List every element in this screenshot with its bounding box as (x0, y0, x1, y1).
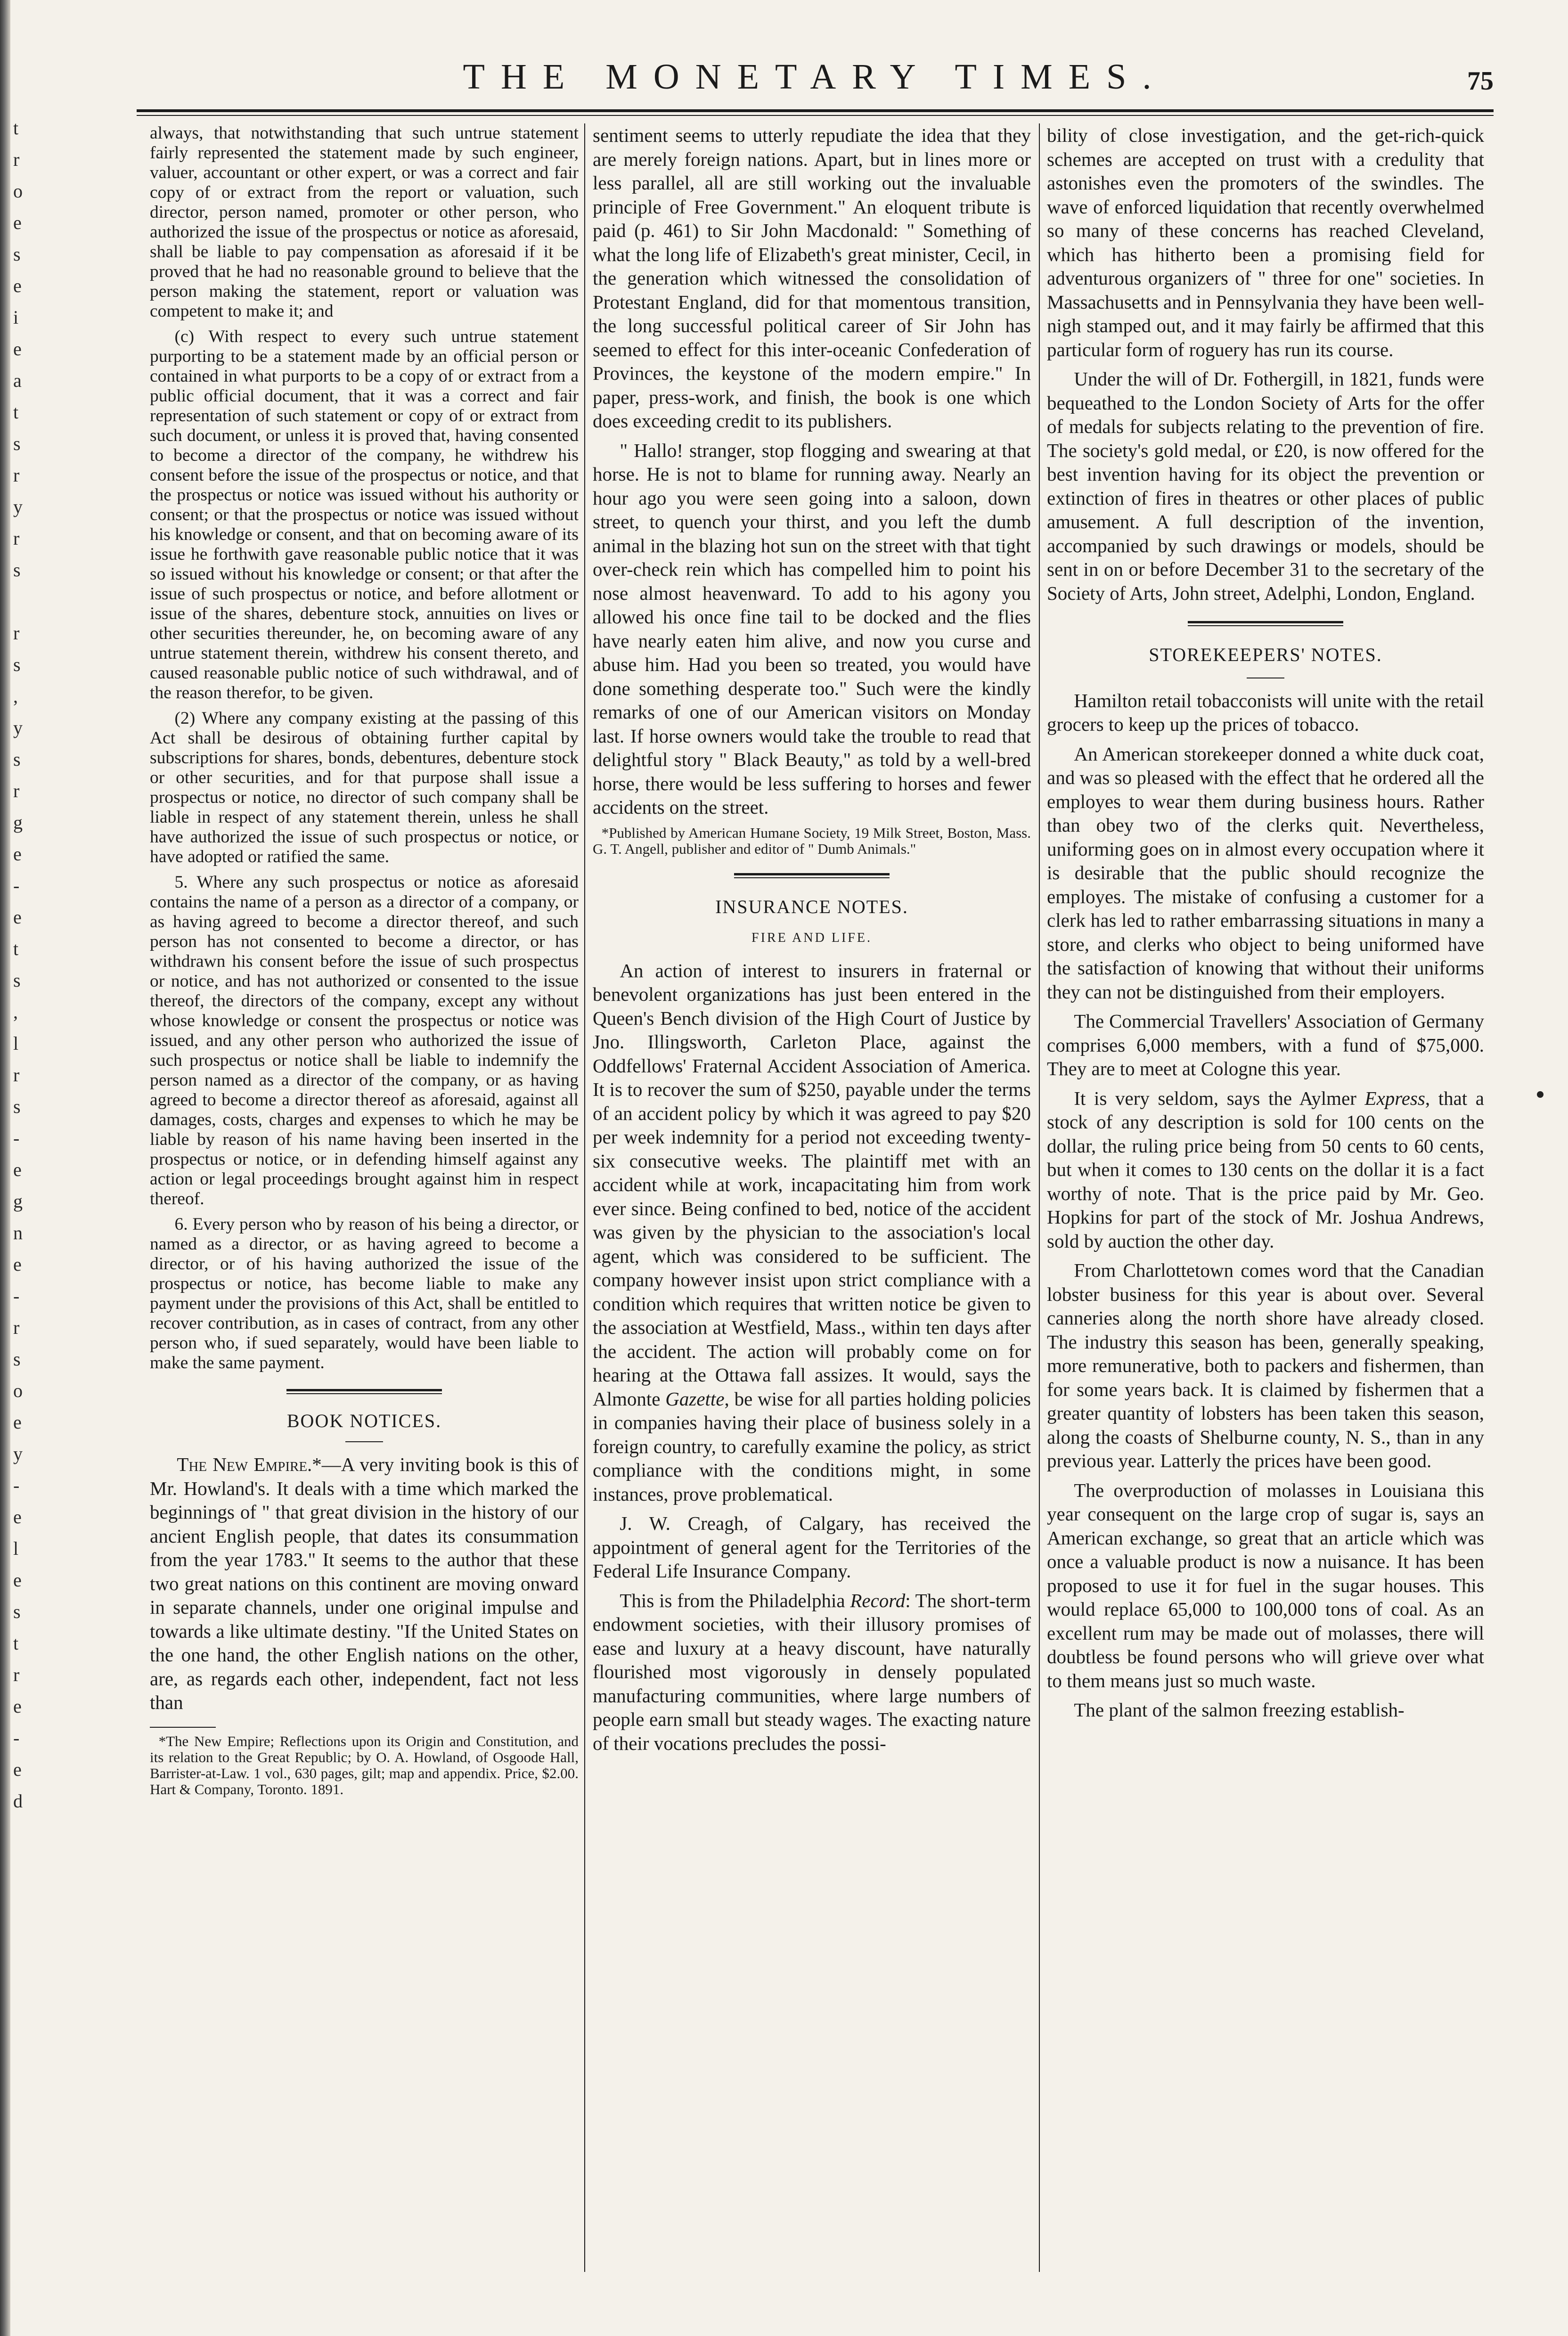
book-footnote: *The New Empire; Reflections upon its Origin and Constitution, and its relation to the Great Republic; by O. A. Howland, of Osgoode Hall, Barrister-at-Law. 1 vol., 630 pages, gilt; map and appendix. Price, $2.00. Hart & Company, Toronto. 1891. (150, 1732, 579, 1797)
margin-letter: g (13, 1191, 23, 1212)
text: It is very seldom, says the Aylmer (1074, 1087, 1365, 1109)
margin-letter: - (13, 1285, 20, 1307)
col3-paragraph: Hamilton retail tobacconists will unite with the retail grocers to keep up the prices of tobacco. (1047, 689, 1484, 735)
text: : The short-term endowment societies, with their illusory promises of ease and luxury at a heavy discount, have naturally flourished most vigorously in densely populated manufacturing communities, where large numbers of people earn small but steady wages. The exacting nature of their vocations precludes the possi- (593, 1589, 1031, 1754)
col2-paragraph (593, 1589, 1031, 1756)
margin-letter: l (13, 1538, 19, 1559)
margin-letter: e (13, 1159, 22, 1180)
margin-letter: - (13, 1127, 20, 1149)
text: , be wise for all parties holding policies in companies having their place of business solely in a foreign country, to carefully examine the policy, as strict compliance with the conditions might, in some instances, prove problematical. (593, 1388, 1031, 1505)
margin-letter: e (13, 1412, 22, 1433)
book-notice-paragraph (150, 1453, 579, 1715)
margin-letter: r (13, 622, 20, 644)
margin-letter: r (13, 1664, 20, 1685)
margin-letter (13, 591, 32, 623)
margin-letter: t (13, 1633, 19, 1654)
margin-letter: r (13, 780, 20, 801)
newspaper-name: Record (850, 1589, 906, 1611)
margin-letter: g (13, 812, 23, 833)
margin-letter: s (13, 1348, 21, 1370)
column-2 (593, 123, 1031, 2272)
margin-letter: i (13, 307, 19, 328)
column-3 (1047, 123, 1484, 2272)
col3-paragraph: The plant of the salmon freezing establish- (1074, 1699, 1405, 1721)
heading-underline (345, 1441, 383, 1442)
masthead-rule-thick (137, 109, 1494, 112)
margin-letter: , (13, 1001, 18, 1022)
margin-letter: s (13, 1096, 21, 1117)
text: This is from the Philadelphia (620, 1589, 850, 1611)
column-1 (150, 123, 579, 2272)
margin-letter: r (13, 465, 20, 486)
margin-letter: t (13, 938, 19, 959)
col3-paragraph: The overproduction of molasses in Louisiana this year consequent on the large crop of sugar is, says an American exchange, so great that an article which was once a valuable product is now a nuisance. It has been proposed to use it for fuel in the sugar houses. This would replace 65,000 to 100,000 tons of coal. As an excellent rum may be made out of molasses, there will doubtless be found persons who will grieve over what to them means just so much waste. (1047, 1479, 1484, 1691)
margin-letter: r (13, 1064, 20, 1086)
scan-binding-edge (0, 0, 10, 2336)
margin-letter: l (13, 1033, 19, 1054)
margin-letter: e (13, 275, 22, 296)
col3-paragraph: Under the will of Dr. Fothergill, in 1821, funds were bequeathed to the London Society of Arts for the offer of medals for subjects relating to the prevention of fire. The society's gold medal, or £20, is now offered for the best invention having for its object the prevention or extinction of fires in theatres or other places of public amusement. A full description of the invention, accompanied by such drawings or models, should be sent in on or before December 31 to the secretary of the Society of Arts, John street, Adelphi, London, England. (1047, 368, 1484, 604)
section-rule (1188, 621, 1343, 626)
previous-page-margin-letters (13, 118, 32, 1822)
col1-paragraph: (2) Where any company existing at the passing of this Act shall be desirous of obtaining further capital by subscriptions for shares, bonds, debentures, debenture stock or other securities, and for that purpose shall issue a prospectus or notice, no director of such company shall be liable in respect of any statement therein, unless he shall have authorized the issue of such prospectus or notice, or have adopted or ratified the same. (150, 709, 579, 866)
column-divider-2 (1039, 123, 1040, 2272)
margin-letter: e (13, 1569, 22, 1591)
margin-letter: e (13, 843, 22, 865)
margin-letter: , (13, 686, 18, 707)
col2-paragraph: J. W. Creagh, of Calgary, has received the appointment of general agent for the Territories of the Federal Life Insurance Company. (593, 1512, 1031, 1582)
col3-paragraph: An American storekeeper donned a white duck coat, and was so pleased with the effect that he ordered all the employes to wear them during business hours. Rather than obey two of the clerks quit. Nevertheless, uniforming goes on in almost every occupation where it is desirable that the public should recognize the employes. The mistake of confusing a customer for a clerk has led to rather embarrassing situations in many a store, and clerks who object to being uniformed have the satisfaction of knowing that without their uniforms they can not be distinguished from their employers. (1047, 743, 1484, 1003)
insurance-notes-heading: INSURANCE NOTES. (715, 896, 908, 917)
masthead-title: THE MONETARY TIMES. (463, 57, 1168, 97)
col3-paragraph: bility of close investigation, and the get-rich-quick schemes are accepted on trust with a credulity that astonishes even the promoters of the swindles. The wave of enforced liquidation that recently overwhelmed so many of these concerns has reached Cleveland, which has hitherto been a promising field for adventurous organizers of " three for one" societies. In Massachusetts and in Pennsylvania they have been well-nigh stamped out, and it may fairly be affirmed that this particular form of roguery has run its course. (1047, 124, 1484, 360)
humane-society-footnote: *Published by American Humane Society, 19 Milk Street, Boston, Mass. G. T. Angell, publisher and editor of " Dumb Animals." (593, 824, 1031, 857)
margin-letter: r (13, 149, 20, 170)
margin-letter: e (13, 1696, 22, 1717)
margin-letter: - (13, 1475, 20, 1496)
col1-paragraph: (c) With respect to every such untrue statement purporting to be a statement made by an official person or contained in what purports to be a copy of or extract from a public official document, that it was a correct and fair representation of such statement or copy of or extract from such document, or unless it is proved that, having consented to become a director of the company, he withdrew his consent before the issue of the prospectus or notice, and that the prospectus or notice was issued without his authority or consent; or that the prospectus or notice was issued without his knowledge or consent, and that on becoming aware of its issue he forthwith gave reasonable public notice that it was so issued without his knowledge or consent; or that after the issue of such prospectus or notice, and before allotment or issue of the shares, debenture stock, annuities on lives or other securities thereunder, he, on becoming aware of any untrue statement therein, withdrew his consent thereto, and caused reasonable public notice of such withdrawal, and of the reason therefor, to be given. (150, 327, 579, 702)
col2-paragraph: sentiment seems to utterly repudiate the idea that they are merely foreign nations. Apart, but in lines more or less parallel, all are still working out the invaluable principle of Free Government." An eloquent tribute is paid (p. 461) to Sir John Macdonald: " Something of what the long life of Elizabeth's great minister, Cecil, in the generation which witnessed the consolidation of Protestant England, did for that momentous transition, the long successful political career of Sir John has seemed to effect for this inter-oceanic Confederation of Provinces, the keystone of the modern empire." In paper, press-work, and finish, the book is one which does exceeding credit to its publishers. (593, 124, 1031, 432)
margin-letter: s (13, 970, 21, 991)
margin-letter: s (13, 1601, 21, 1622)
margin-letter: r (13, 528, 20, 549)
col2-paragraph: " Hallo! stranger, stop flogging and swearing at that horse. He is not to blame for running away. Nearly an hour ago you were seen going into a saloon, down street, to quench your thirst, and you left the dumb animal in the blazing hot sun on the street with that tight over-check rein which has compelled him to point his nose almost heavenward. To add to his agony you allowed his once fine tail to be docked and the flies have nearly eaten him alive, and now you curse and abuse him. Had you been so treated, you would have done something desperate too." Such were the kindly remarks of one of our American visitors on Monday last. If horse owners would take the trouble to read that delightful story " Black Beauty," as told by a well-bred horse, there would be less suffering to horses and fewer accidents on the street. (593, 439, 1031, 818)
newspaper-name: Gazette (665, 1388, 725, 1410)
newspaper-name: Express (1364, 1087, 1425, 1109)
col2-paragraph (593, 959, 1031, 1506)
margin-letter: s (13, 654, 21, 675)
ink-blot (1537, 1091, 1544, 1098)
margin-letter: e (13, 1254, 22, 1275)
margin-letter: o (13, 1380, 23, 1401)
storekeepers-notes-heading: STOREKEEPERS' NOTES. (1149, 644, 1382, 665)
margin-letter: y (13, 1443, 23, 1464)
margin-letter: t (13, 117, 19, 139)
text: , that a stock of any description is sold for 100 cents on the dollar, the ruling price being from 50 cents to 60 cents, but when it comes to 130 cents on the dollar it is a fact worthy of note. That is the price paid by Mr. Geo. Hopkins for part of the stock of Mr. Joshua Andrews, sold by auction the other day. (1047, 1087, 1484, 1252)
margin-letter: e (13, 212, 22, 233)
page-number: 75 (1467, 66, 1494, 96)
book-notices-heading: BOOK NOTICES. (286, 1410, 442, 1431)
margin-letter: s (13, 559, 21, 580)
book-notice-text: *—A very inviting book is this of Mr. Howland's. It deals with a time which marked the beginnings of " that great division in the history of our ancient English people, that dates its consummation from the year 1783." It seems to the author that these two great nations on this continent are moving onward in separate channels, under one original impulse and towards a like ultimate destiny. "If the United States on the one hand, the other English nations on the other, are, as regards each other, independent, fact not less than (150, 1454, 579, 1713)
margin-letter: e (13, 338, 22, 359)
col1-paragraph: always, that notwithstanding that such untrue statement fairly represented the statement made by such engineer, valuer, accountant or other expert, or was a correct and fair copy of or extract from the report or valuation, such director, person named, promoter or other person, who authorized the issue of the prospectus or notice as aforesaid, shall be liable to pay compensation as aforesaid if it be proved that he had no reasonable ground to believe that the person making the statement, report or valuation was competent to make it; and (150, 123, 579, 321)
footnote-rule (150, 1727, 216, 1728)
margin-letter: y (13, 496, 23, 517)
text: An action of interest to insurers in fraternal or benevolent organizations has just been entered in the Queen's Bench division of the High Court of Justice by Jno. Illingsworth, Carleton Place, against the Oddfellows' Fraternal Accident Association of America. It is to recover the sum of $250, payable under the terms of an accident policy by which it was agreed to pay $20 per week indemnity for a period not exceeding twenty-six consecutive weeks. The plaintiff met with an accident while at work, incapacitating him from work ever since. Being confined to bed, notice of the accident was given by the physician to the association's local agent, which was considered to be sufficient. The company however insist upon strict compliance with a condition which requires that written notice be given to the association at Westfield, Mass., within ten days after the accident. The action will probably come on for hearing at the Ottawa fall assizes. It would, says the Almonte (593, 959, 1031, 1410)
margin-letter: y (13, 717, 23, 738)
fire-and-life-subheading: FIRE AND LIFE. (751, 931, 872, 945)
section-rule (286, 1389, 442, 1394)
masthead-rule-thin (137, 115, 1494, 116)
margin-letter: n (13, 1222, 23, 1243)
margin-letter: d (13, 1790, 23, 1812)
section-rule (734, 873, 890, 878)
margin-letter: t (13, 401, 19, 423)
col1-paragraph: 5. Where any such prospectus or notice as aforesaid contains the name of a person as a director of a company, or as having agreed to become a director thereof, and such person has not consented to become a director, or has withdrawn his consent before the issue of such prospectus or notice, and has not authorized or consented to the issue thereof, the directors of the company, except any without whose knowledge or consent the prospectus or notice was issued, and any other person who authorized the issue of such prospectus or notice shall be liable to indemnify the person named as a director of the company, or as having agreed to become a director thereof as aforesaid, against all damages, costs, charges and expenses to which he may be liable by reason of his name having been inserted in the prospectus or notice, or in defending himself against any action or legal proceedings brought against him in respect thereof. (150, 873, 579, 1209)
margin-letter: - (13, 1727, 20, 1748)
col3-paragraph: From Charlottetown comes word that the Canadian lobster business for this year is about over. Several canneries along the north shore have already closed. The industry this season has been, generally speaking, more remunerative, both to packers and fishermen, than for some years back. It is claimed by fishermen that a greater quantity of lobsters has been taken this season, along the coasts of Shelburne county, N. S., than in any previous year. Latterly the prices have been good. (1047, 1259, 1484, 1471)
column-divider-1 (584, 123, 585, 2272)
book-title: The New Empire. (177, 1454, 312, 1475)
margin-letter: e (13, 1506, 22, 1527)
col3-paragraph (1047, 1086, 1484, 1253)
margin-letter: r (13, 1317, 20, 1338)
margin-letter: s (13, 433, 21, 454)
margin-letter: - (13, 875, 20, 896)
margin-letter: s (13, 244, 21, 265)
margin-letter: s (13, 749, 21, 770)
margin-letter: e (13, 907, 22, 928)
col1-paragraph: 6. Every person who by reason of his being a director, or named as a director, or as having agreed to become a director, or of his having authorized the issue of the prospectus or notice, has become liable to make any payment under the provisions of this Act, shall be entitled to recover contribution, as in cases of contract, from any other person who, if sued separately, would have been liable to make the same payment. (150, 1215, 579, 1372)
col3-paragraph: The Commercial Travellers' Association of Germany comprises 6,000 members, with a fund of $75,000. They are to meet at Cologne this year. (1047, 1010, 1484, 1079)
margin-letter: a (13, 370, 22, 391)
margin-letter: o (13, 180, 23, 202)
margin-letter: e (13, 1759, 22, 1780)
